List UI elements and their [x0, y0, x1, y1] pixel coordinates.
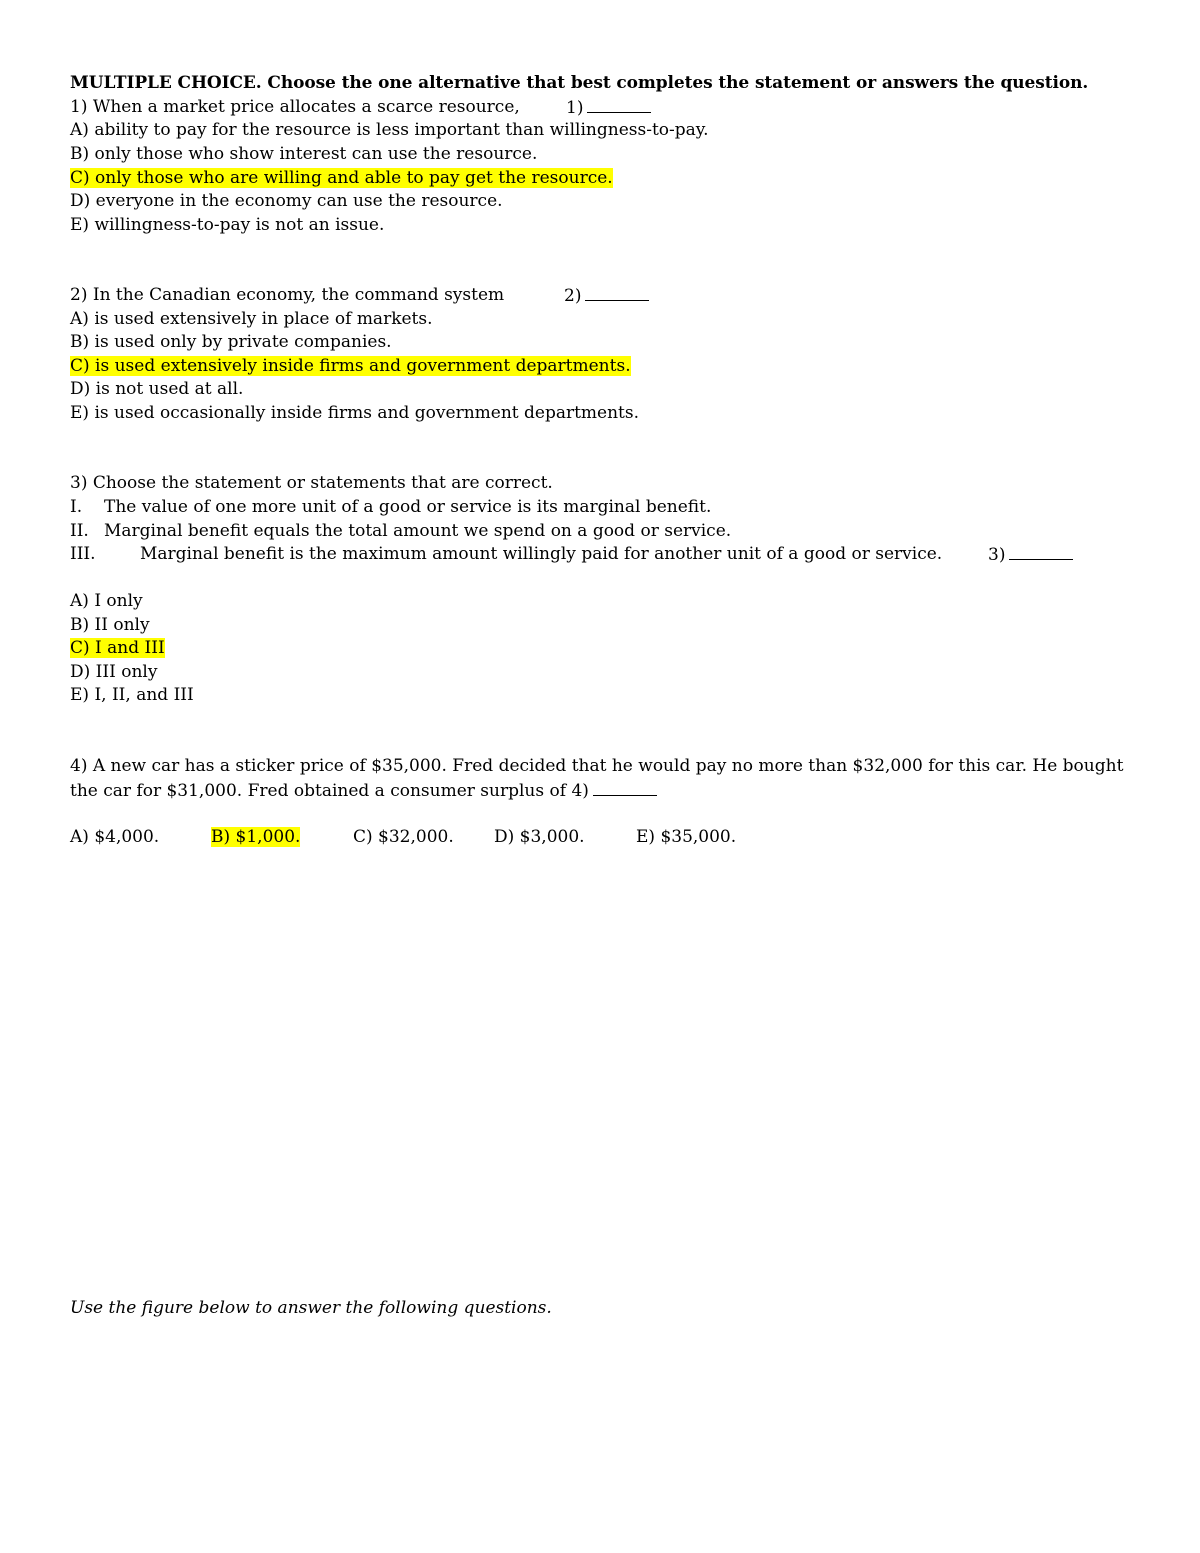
q4-option-a: A) $4,000. — [70, 827, 160, 847]
answer-line — [593, 779, 657, 796]
q2-answer-blank — [564, 284, 649, 307]
statement-number: I. — [70, 497, 83, 517]
section-heading: MULTIPLE CHOICE. Choose the one alternative that best completes the statement or answers the question. — [70, 73, 1089, 93]
statement-number: III. — [70, 544, 96, 564]
q4-stem-line2 — [70, 779, 657, 802]
q3-statement-1 — [70, 496, 711, 518]
q1-option-d: D) everyone in the economy can use the resource. — [70, 191, 503, 211]
statement-text: The value of one more unit of a good or service is its marginal benefit. — [104, 497, 712, 517]
q4-option-b-highlighted — [211, 826, 300, 848]
q4-stem-line1: 4) A new car has a sticker price of $35,000. Fred decided that he would pay no more than $32,000 for this car. He bought — [70, 756, 1124, 776]
q3-option-b: B) II only — [70, 615, 150, 635]
q4-blank-label: 4) — [571, 781, 589, 801]
q2-option-b: B) is used only by private companies. — [70, 332, 392, 352]
q3-statement-2 — [70, 520, 731, 542]
answer-line — [585, 284, 649, 301]
q1-answer-blank — [566, 96, 651, 119]
q4-option-d: D) $3,000. — [494, 827, 585, 847]
q2-option-c-highlighted — [70, 355, 631, 377]
q4-option-e: E) $35,000. — [636, 827, 737, 847]
q3-option-d: D) III only — [70, 662, 158, 682]
q3-answer-blank — [988, 543, 1073, 566]
q2-option-e: E) is used occasionally inside firms and government departments. — [70, 403, 640, 423]
q1-blank-label: 1) — [566, 98, 584, 118]
answer-highlight: C) I and III — [70, 638, 165, 658]
statement-number: II. — [70, 521, 89, 541]
q3-option-c-highlighted — [70, 637, 165, 659]
q3-option-a: A) I only — [70, 591, 143, 611]
q2-stem: 2) In the Canadian economy, the command system — [70, 285, 505, 305]
answer-line — [587, 96, 651, 113]
q1-option-b: B) only those who show interest can use the resource. — [70, 144, 538, 164]
q3-statement-3 — [70, 543, 942, 565]
statement-text: Marginal benefit equals the total amount we spend on a good or service. — [104, 521, 732, 541]
q2-option-d: D) is not used at all. — [70, 379, 244, 399]
answer-highlight: C) is used extensively inside firms and government departments. — [70, 356, 631, 376]
q3-stem: 3) Choose the statement or statements that are correct. — [70, 473, 553, 493]
q2-blank-label: 2) — [564, 286, 582, 306]
q1-option-c-highlighted — [70, 167, 613, 189]
q4-option-c: C) $32,000. — [353, 827, 454, 847]
q2-option-a: A) is used extensively in place of markets. — [70, 309, 433, 329]
q4-stem-text: the car for $31,000. Fred obtained a consumer surplus of — [70, 781, 567, 801]
answer-highlight: B) $1,000. — [211, 827, 301, 847]
answer-highlight: C) only those who are willing and able to pay get the resource. — [70, 168, 613, 188]
q3-option-e: E) I, II, and III — [70, 685, 194, 705]
answer-line — [1009, 543, 1073, 560]
q1-stem: 1) When a market price allocates a scarce resource, — [70, 97, 520, 117]
figure-instruction: Use the figure below to answer the following questions. — [70, 1298, 552, 1318]
statement-text: Marginal benefit is the maximum amount willingly paid for another unit of a good or service. — [140, 544, 943, 564]
q1-option-a: A) ability to pay for the resource is less important than willingness-to-pay. — [70, 120, 709, 140]
q1-option-e: E) willingness-to-pay is not an issue. — [70, 215, 385, 235]
q3-blank-label: 3) — [988, 545, 1006, 565]
